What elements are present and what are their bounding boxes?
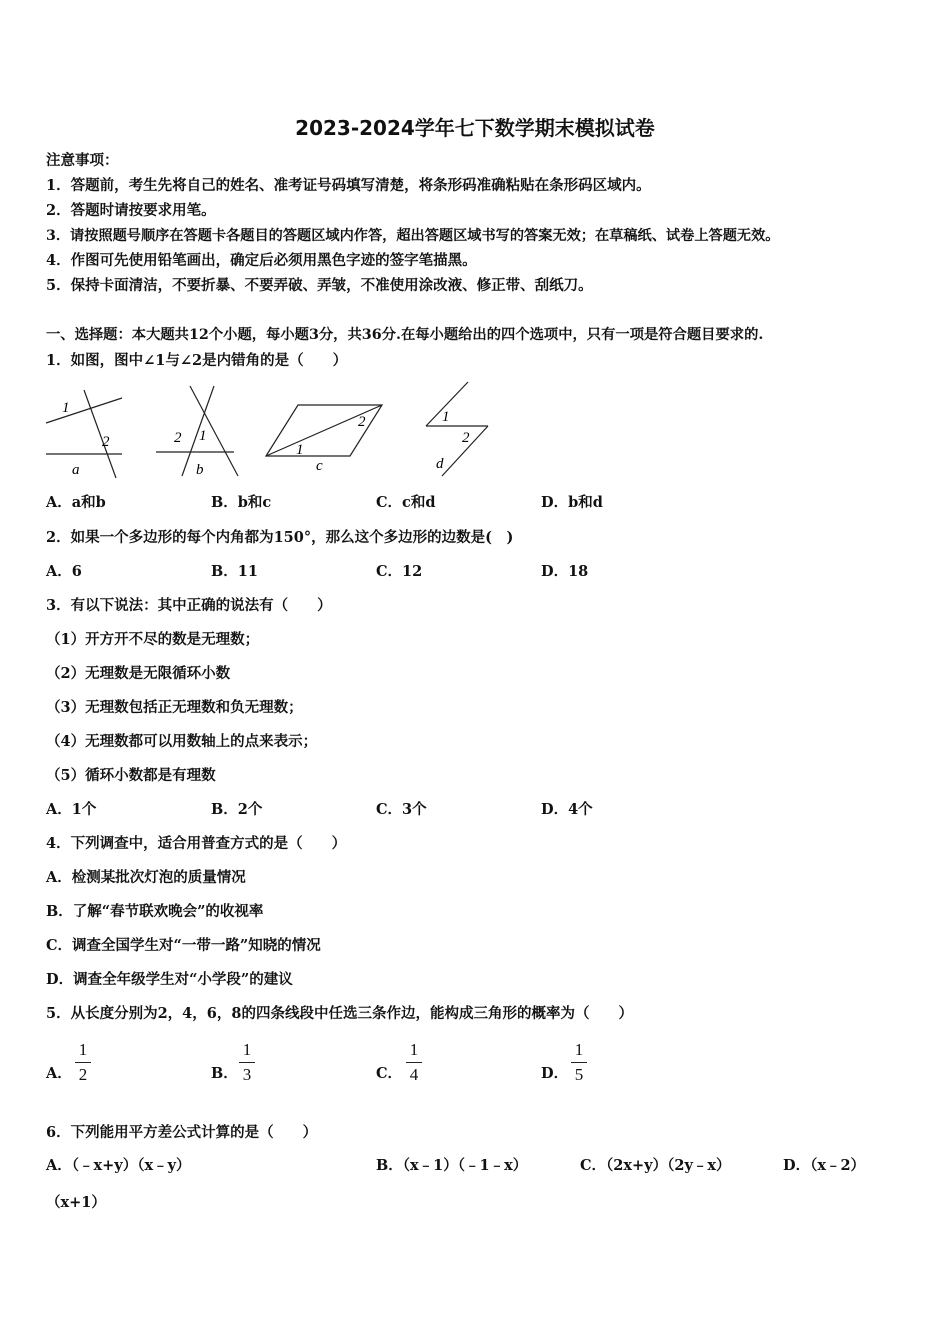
figure-d-angle-1: 1: [442, 409, 450, 425]
question-2-option-d: D．18: [541, 563, 589, 580]
question-3-statement: （3）无理数包括正无理数和负无理数；: [46, 699, 303, 716]
question-3-option-d: D．4个: [541, 801, 593, 818]
question-2-option-a: A．6: [46, 563, 82, 580]
question-6-option-c: C．（2x+y）（2y﹣x）: [580, 1157, 731, 1174]
figure-a-angle-2: 2: [102, 434, 110, 450]
question-3-statement: （4）无理数都可以用数轴上的点来表示；: [46, 733, 318, 750]
question-4-option-c: C．调查全国学生对“一带一路”知晓的情况: [46, 937, 321, 954]
notice-item: 3．请按照题号顺序在答题卡各题目的答题区域内作答，超出答题区域书写的答案无效；在草稿纸、试卷上答题无效。: [46, 228, 780, 244]
question-5-option-c-fraction: 1 4: [406, 1040, 422, 1085]
figure-b-angle-2: 2: [174, 430, 182, 446]
question-5-option-b-label: B．: [211, 1065, 238, 1082]
question-5-option-d-fraction: 1 5: [571, 1040, 587, 1085]
question-6-stem: 6．下列能用平方差公式计算的是（ ）: [46, 1124, 318, 1141]
page-title: 2023-2024学年七下数学期末模拟试卷: [295, 116, 655, 140]
notice-heading: 注意事项：: [46, 152, 119, 169]
notice-item: 2．答题时请按要求用笔。: [46, 202, 216, 219]
question-1-figure: [40, 376, 510, 484]
question-3-statement: （2）无理数是无限循环小数: [46, 665, 231, 682]
notice-item: 5．保持卡面清洁，不要折暴、不要弄破、弄皱，不准使用涂改液、修正带、刮纸刀。: [46, 277, 593, 294]
question-5-option-a-fraction: 1 2: [75, 1040, 91, 1085]
figure-d-angle-2: 2: [462, 430, 470, 446]
question-2-stem: 2．如果一个多边形的每个内角都为150°，那么这个多边形的边数是( ): [46, 529, 514, 546]
question-3-statement: （1）开方开不尽的数是无理数；: [46, 631, 260, 648]
figure-b-angle-1: 1: [199, 428, 207, 444]
question-6-option-a: A．（﹣x+y）（x﹣y）: [46, 1157, 191, 1174]
question-3-statement: （5）循环小数都是有理数: [46, 767, 216, 784]
question-6-option-b: B．（x﹣1）（﹣1﹣x）: [376, 1157, 528, 1174]
figure-b-label: b: [196, 462, 204, 478]
question-3-option-a: A．1个: [46, 801, 97, 818]
figure-a-angle-1: 1: [62, 400, 70, 416]
question-3-option-c: C．3个: [376, 801, 427, 818]
figure-a-label: a: [72, 462, 80, 478]
question-4-option-b: B．了解“春节联欢晚会”的收视率: [46, 903, 264, 920]
question-4-stem: 4．下列调查中，适合用普查方式的是（ ）: [46, 835, 347, 852]
figure-a: [46, 390, 122, 478]
question-4-option-a: A．检测某批次灯泡的质量情况: [46, 869, 246, 886]
question-1-option-b: B．b和c: [211, 494, 272, 511]
notice-item: 1．答题前，考生先将自己的姓名、准考证号码填写清楚，将条形码准确粘贴在条形码区域内。: [46, 177, 651, 194]
question-3-stem: 3．有以下说法：其中正确的说法有（ ）: [46, 597, 332, 614]
question-5-option-a-label: A．: [46, 1065, 72, 1082]
question-5-option-c-label: C．: [376, 1065, 403, 1082]
question-2-option-c: C．12: [376, 563, 423, 580]
notice-item: 4．作图可先使用铅笔画出，确定后必须用黑色字迹的签字笔描黑。: [46, 252, 477, 269]
question-2-option-b: B．11: [211, 563, 258, 580]
question-3-option-b: B．2个: [211, 801, 263, 818]
section-heading: 一、选择题：本大题共12个小题，每小题3分，共36分.在每小题给出的四个选项中，只有一项是符合题目要求的.: [46, 327, 764, 343]
question-4-option-d: D．调查全年级学生对“小学段”的建议: [46, 971, 293, 988]
question-1-option-a: A．a和b: [46, 494, 106, 511]
question-6-option-d-continuation: （x+1）: [46, 1194, 106, 1211]
question-5-option-d-label: D．: [541, 1065, 569, 1082]
question-5-option-b-fraction: 1 3: [239, 1040, 255, 1085]
figure-c-label: c: [316, 458, 323, 474]
question-5-stem: 5．从长度分别为2，4，6，8的四条线段中任选三条作边，能构成三角形的概率为（ ）: [46, 1005, 633, 1022]
question-1-option-c: C．c和d: [376, 494, 436, 511]
question-1-stem: 1．如图，图中∠1与∠2是内错角的是（ ）: [46, 352, 348, 369]
figure-c-angle-1: 1: [296, 442, 304, 458]
question-6-option-d: D．（x﹣2）: [783, 1157, 866, 1174]
figure-d-label: d: [436, 456, 444, 472]
figure-c: [266, 405, 382, 456]
figure-c-angle-2: 2: [358, 414, 366, 430]
question-1-option-d: D．b和d: [541, 494, 603, 511]
